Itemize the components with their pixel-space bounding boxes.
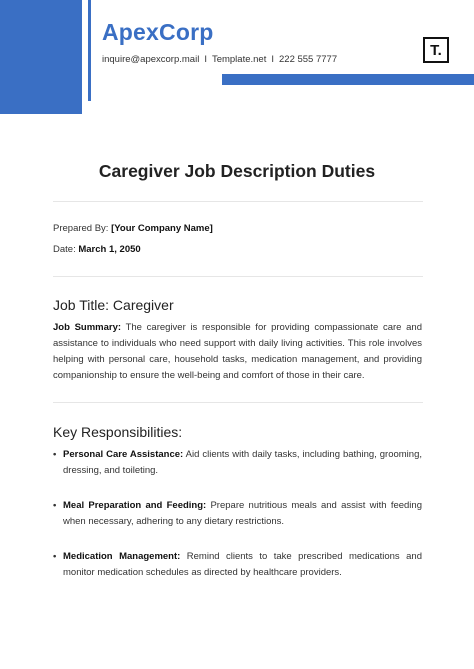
- prepared-by-line: [53, 223, 213, 234]
- date-label: Date:: [53, 244, 76, 255]
- list-item: [53, 447, 422, 479]
- divider: [53, 402, 423, 403]
- template-logo-icon: [423, 37, 449, 63]
- contact-line: [102, 54, 337, 65]
- company-name: ApexCorp: [102, 19, 214, 45]
- contact-phone: 222 555 7777: [279, 54, 338, 65]
- contact-email[interactable]: inquire@apexcorp.mail: [102, 54, 200, 65]
- bullet-icon: •: [53, 551, 57, 562]
- logo-text: T.: [430, 41, 442, 59]
- responsibilities-heading: Key Responsibilities:: [53, 424, 183, 440]
- list-item-label: Personal Care Assistance:: [63, 449, 184, 460]
- header-side-block: [0, 0, 82, 114]
- list-item: [53, 498, 422, 530]
- divider: [53, 201, 423, 202]
- bullet-icon: •: [53, 500, 57, 511]
- bullet-icon: •: [53, 449, 57, 460]
- list-item-label: Medication Management:: [63, 551, 181, 562]
- job-title-heading: Job Title: Caregiver: [53, 297, 174, 313]
- list-item-text: Prepare nutritious meals and assist with feeding when necessary, adhering to any dietary restrictions.: [63, 500, 422, 527]
- contact-website[interactable]: Template.net: [211, 54, 267, 65]
- divider: [53, 276, 423, 277]
- date-value: March 1, 2050: [78, 244, 141, 255]
- page-title: Caregiver Job Description Duties: [98, 161, 376, 181]
- contact-separator: I: [204, 54, 207, 65]
- date-line: [53, 244, 141, 255]
- list-item-label: Meal Preparation and Feeding:: [63, 500, 207, 511]
- list-item-text: Aid clients with daily tasks, including bathing, grooming, dressing, and toileting.: [63, 449, 422, 476]
- job-summary: [53, 320, 422, 384]
- list-item: [53, 549, 422, 581]
- header-accent-bar: [222, 74, 474, 85]
- contact-separator: I: [271, 54, 274, 65]
- job-summary-label: Job Summary:: [53, 322, 122, 333]
- list-item-text: Remind clients to take prescribed medications and monitor medication schedules as directed by healthcare providers.: [63, 551, 422, 578]
- job-summary-text: The caregiver is responsible for providing compassionate care and assistance to individuals who need support with daily living activities. This role involves helping with personal care, household tasks, medication management, and providing companionship to ensure the well-being and comfort of those in their care.: [53, 322, 422, 381]
- prepared-by-label: Prepared By:: [53, 223, 109, 234]
- header-vertical-line: [88, 0, 91, 101]
- prepared-by-value: [Your Company Name]: [111, 223, 213, 234]
